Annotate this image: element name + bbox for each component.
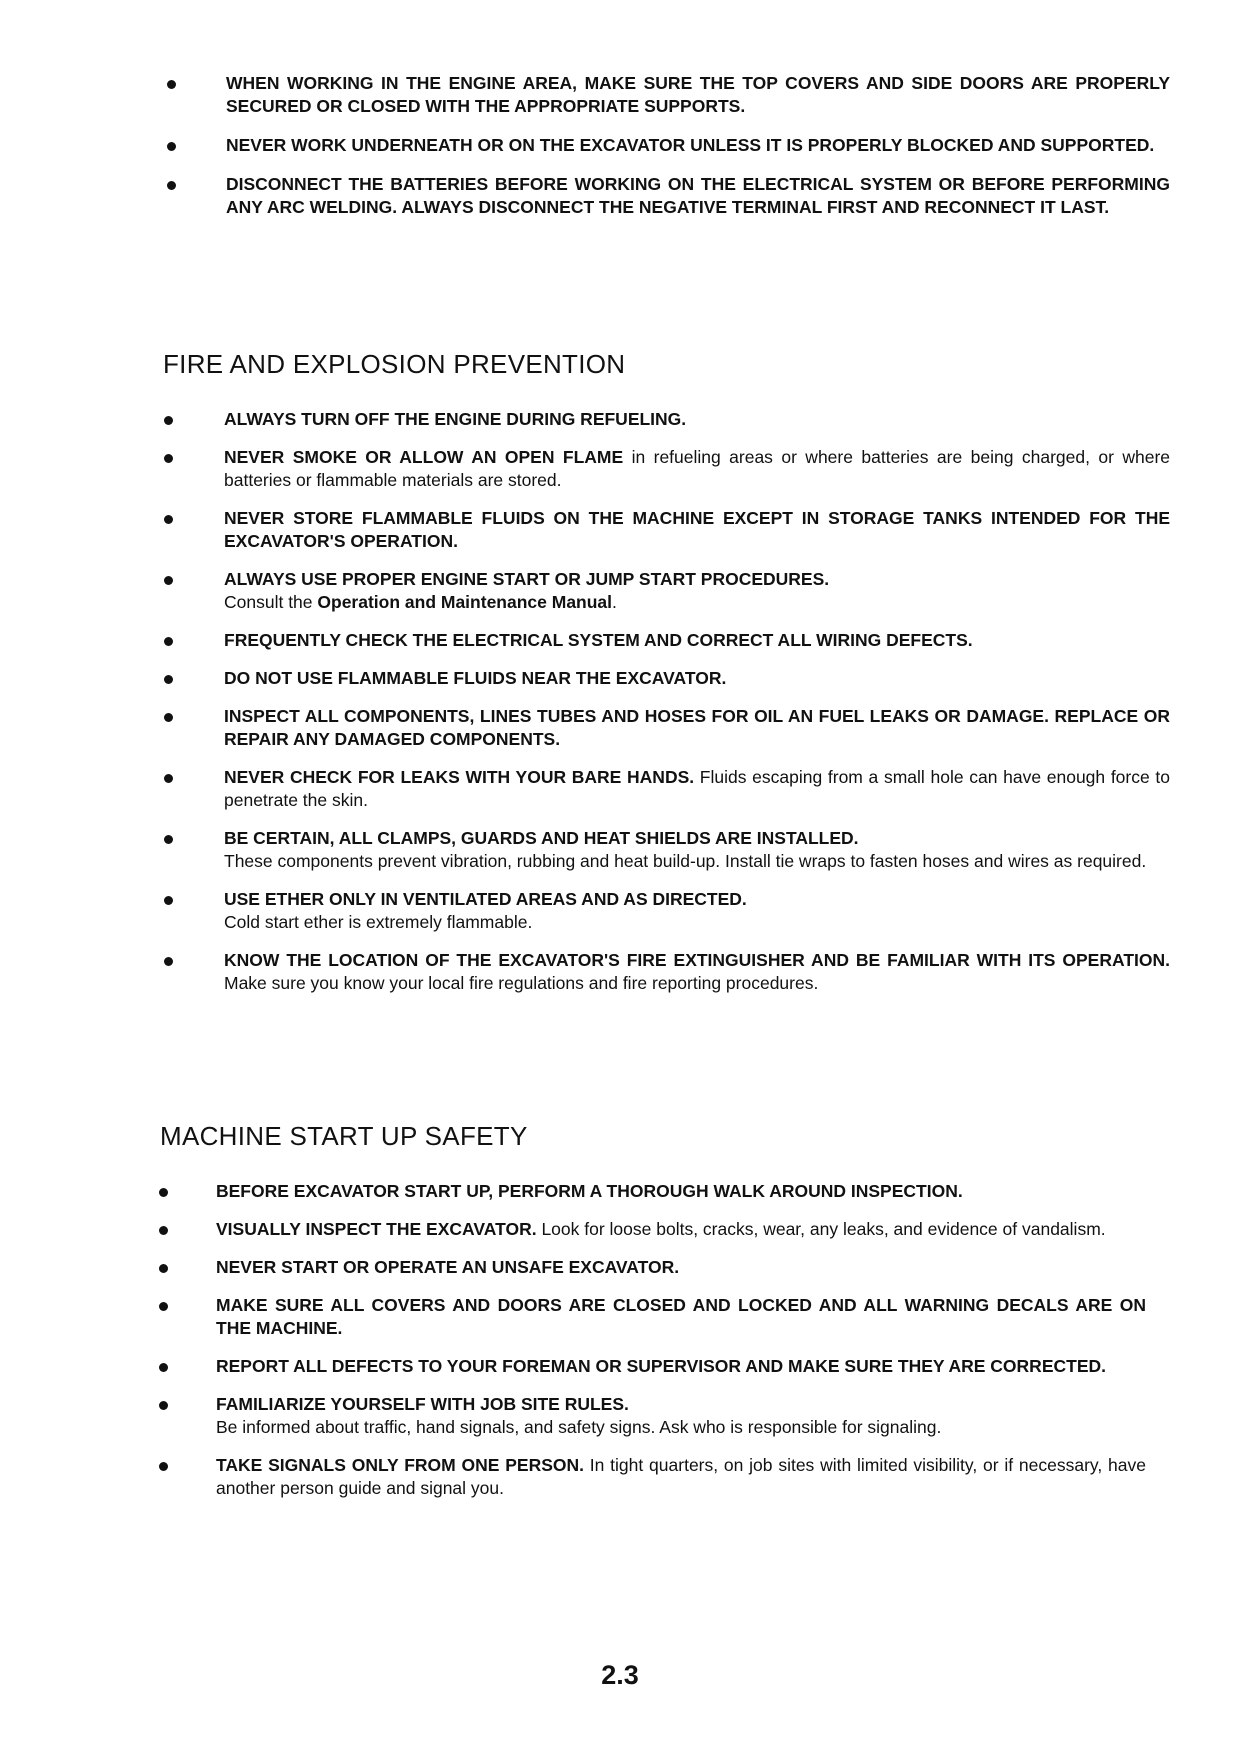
item-text: in refueling areas or where batteries are being charged, or where batteries or flammable materials are stored. (224, 447, 1170, 490)
fire-section (0, 408, 1240, 1010)
list-item (0, 1393, 1146, 1439)
list-item (0, 1256, 1146, 1279)
list-item (0, 446, 1170, 492)
list-item (0, 408, 1170, 431)
item-text: Look for loose bolts, cracks, wear, any leaks, and evidence of vandalism. (536, 1219, 1106, 1239)
bullet-icon (159, 1302, 168, 1311)
bullet-icon (164, 637, 173, 646)
bullet-icon (159, 1363, 168, 1372)
fire-bullet-list (0, 408, 1240, 995)
list-item (0, 568, 1170, 614)
item-bold-text: INSPECT ALL COMPONENTS, LINES TUBES AND HOSES FOR OIL AN FUEL LEAKS OR DAMAGE. REPLACE OR REPAIR ANY DAMAGED COMPONENTS. (224, 706, 1170, 749)
item-text: Fluids escaping from a small hole can have enough force to penetrate the skin. (224, 767, 1170, 810)
bullet-icon (164, 896, 173, 905)
list-item (0, 827, 1170, 873)
item-bold-text: BE CERTAIN, ALL CLAMPS, GUARDS AND HEAT SHIELDS ARE INSTALLED. (224, 828, 859, 848)
item-text: In tight quarters, on job sites with limited visibility, or if necessary, have another person guide and signal you. (216, 1455, 1146, 1498)
item-bold-text: VISUALLY INSPECT THE EXCAVATOR. (216, 1219, 537, 1239)
list-item (0, 1355, 1146, 1378)
item-bold-text: REPORT ALL DEFECTS TO YOUR FOREMAN OR SUPERVISOR AND MAKE SURE THEY ARE CORRECTED. (216, 1356, 1106, 1376)
item-bold-text: FREQUENTLY CHECK THE ELECTRICAL SYSTEM AND CORRECT ALL WIRING DEFECTS. (224, 630, 973, 650)
item-text: Consult the (224, 592, 318, 612)
list-item (0, 705, 1170, 751)
item-bold-text: DO NOT USE FLAMMABLE FLUIDS NEAR THE EXCAVATOR. (224, 668, 727, 688)
section-heading-machine: MACHINE START UP SAFETY (160, 1121, 528, 1151)
bullet-icon (167, 80, 176, 89)
list-item (0, 173, 1170, 219)
bullet-icon (164, 774, 173, 783)
item-text-end: . (612, 592, 617, 612)
item-bold-text: NEVER STORE FLAMMABLE FLUIDS ON THE MACHINE EXCEPT IN STORAGE TANKS INTENDED FOR THE EXCAVATOR'S OPERATION. (224, 508, 1170, 551)
bullet-icon (164, 675, 173, 684)
bullet-icon (164, 835, 173, 844)
list-item (0, 134, 1170, 157)
item-bold-text: FAMILIARIZE YOURSELF WITH JOB SITE RULES. (216, 1394, 629, 1414)
item-bold-text: ALWAYS USE PROPER ENGINE START OR JUMP START PROCEDURES. (224, 569, 830, 589)
item-bold-text: NEVER CHECK FOR LEAKS WITH YOUR BARE HANDS. (224, 767, 695, 787)
bullet-icon (164, 454, 173, 463)
bullet-icon (159, 1226, 168, 1235)
bullet-icon (167, 181, 176, 190)
list-item (0, 1294, 1146, 1340)
item-text: Make sure you know your local fire regulations and fire reporting procedures. (224, 973, 819, 993)
item-bold-text: NEVER WORK UNDERNEATH OR ON THE EXCAVATOR UNLESS IT IS PROPERLY BLOCKED AND SUPPORTED. (226, 135, 1155, 155)
item-text: These components prevent vibration, rubbing and heat build-up. Install tie wraps to fasten hoses and wires as required. (224, 851, 1147, 871)
machine-section (0, 1180, 1240, 1515)
item-text: Cold start ether is extremely flammable. (224, 912, 533, 932)
item-bold-text: DISCONNECT THE BATTERIES BEFORE WORKING ON THE ELECTRICAL SYSTEM OR BEFORE PERFORMING ANY ARC WELDING. ALWAYS DISCONNECT THE NEGATIVE TERMINAL FIRST AND RECONNECT IT LAST. (226, 174, 1170, 217)
list-item (0, 888, 1170, 934)
item-bold-text: ALWAYS TURN OFF THE ENGINE DURING REFUELING. (224, 409, 687, 429)
item-bold-text: NEVER SMOKE OR ALLOW AN OPEN FLAME (224, 447, 624, 467)
bullet-icon (164, 416, 173, 425)
machine-bullet-list (0, 1180, 1240, 1500)
item-bold-text: KNOW THE LOCATION OF THE EXCAVATOR'S FIRE EXTINGUISHER AND BE FAMILIAR WITH ITS OPERATION. (224, 950, 1170, 970)
list-item (0, 72, 1170, 118)
section-heading-fire: FIRE AND EXPLOSION PREVENTION (163, 349, 626, 379)
bullet-icon (164, 515, 173, 524)
bullet-icon (159, 1188, 168, 1197)
list-item (0, 1180, 1146, 1203)
page-number: 2.3 (601, 1660, 639, 1690)
item-bold-text: MAKE SURE ALL COVERS AND DOORS ARE CLOSED AND LOCKED AND ALL WARNING DECALS ARE ON THE MACHINE. (216, 1295, 1146, 1338)
list-item (0, 667, 1170, 690)
item-bold-text: NEVER START OR OPERATE AN UNSAFE EXCAVATOR. (216, 1257, 680, 1277)
bullet-icon (159, 1462, 168, 1471)
list-item (0, 766, 1170, 812)
bullet-icon (164, 576, 173, 585)
bullet-icon (159, 1401, 168, 1410)
item-bold-text: USE ETHER ONLY IN VENTILATED AREAS AND AS DIRECTED. (224, 889, 747, 909)
bullet-icon (164, 957, 173, 966)
intro-bullet-list (0, 72, 1240, 219)
list-item (0, 1218, 1146, 1241)
bullet-icon (167, 142, 176, 151)
item-bold-text: TAKE SIGNALS ONLY FROM ONE PERSON. (216, 1455, 584, 1475)
list-item (0, 949, 1170, 995)
list-item (0, 1454, 1146, 1500)
bullet-icon (164, 713, 173, 722)
item-bold-text: BEFORE EXCAVATOR START UP, PERFORM A THOROUGH WALK AROUND INSPECTION. (216, 1181, 963, 1201)
item-text: Be informed about traffic, hand signals, and safety signs. Ask who is responsible for signaling. (216, 1417, 942, 1437)
manual-title: Operation and Maintenance Manual (317, 592, 613, 612)
bullet-icon (159, 1264, 168, 1273)
list-item (0, 507, 1170, 553)
intro-section (0, 72, 1240, 235)
list-item (0, 629, 1170, 652)
item-bold-text: WHEN WORKING IN THE ENGINE AREA, MAKE SURE THE TOP COVERS AND SIDE DOORS ARE PROPERLY SECURED OR CLOSED WITH THE APPROPRIATE SUPPORTS. (226, 73, 1170, 116)
